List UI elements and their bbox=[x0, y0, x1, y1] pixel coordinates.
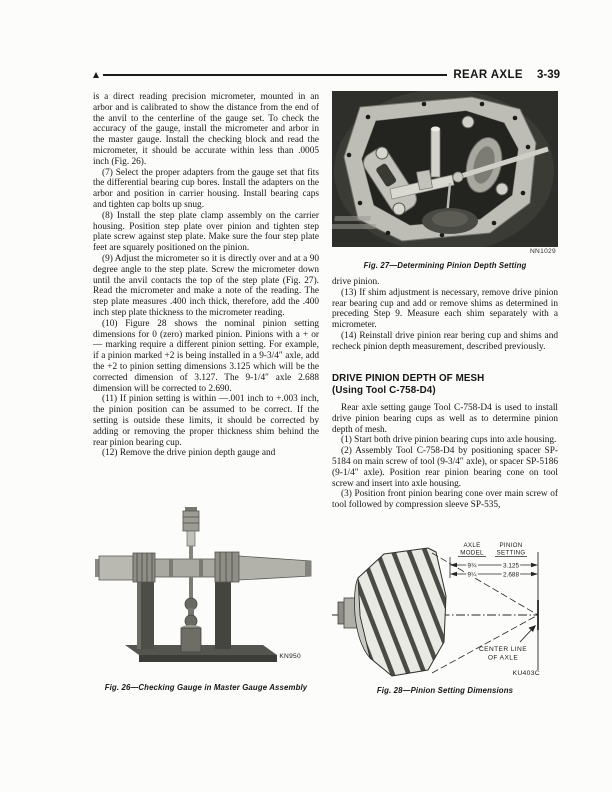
pinion-gear-drawing bbox=[332, 538, 481, 686]
table-row bbox=[450, 562, 538, 569]
centerline-label-line1: CENTER LINE bbox=[479, 646, 527, 653]
table-row bbox=[450, 571, 538, 578]
header-page-number: 3-39 bbox=[536, 69, 560, 81]
paragraph: (8) Install the step plate clamp assembly on the carrier housing. Position step plate over pinion and tighten step plate screw against step plate. Make sure the four step plate feet are squarely positioned on the pinion. bbox=[93, 210, 319, 254]
paragraph: (2) Assembly Tool C-758-D4 by positioning spacer SP-5184 on main screw of tool (9-3/4″ axle), or spacer SP-5186 (9-1/4″ axle). Position rear pinion bearing cone on tool screw and insert into axle housing. bbox=[332, 446, 558, 489]
projection-lines bbox=[432, 553, 538, 673]
paragraph: (9) Adjust the micrometer so it is directly over and at a 90 degree angle to the step plate. Screw the micrometer down until the anvil contacts the top of the step plate (Fig. 27). Read the micrometer and make a note of the reading. The step plate measures .400 inch thick, therefore, add the .400 inch step plate thickness to the micrometer reading. bbox=[93, 253, 319, 318]
ring-gear-hint bbox=[422, 208, 478, 234]
paragraph: Rear axle setting gauge Tool C-758-D4 is used to install drive pinion bearing cups as well as to determine pinion depth of mesh. bbox=[332, 403, 558, 435]
paragraph: (12) Remove the drive pinion depth gauge and bbox=[102, 448, 276, 459]
paragraph: (11) If pinion setting is within —.001 inch to +.003 inch, the pinion position can be assumed to be correct. If the setting is outside these limits, it should be corrected by adding or removing the proper thickness shim behind the rear pinion bearing cup. bbox=[93, 394, 319, 448]
paragraph: (1) Start both drive pinion bearing cups into axle housing. bbox=[341, 435, 557, 446]
page-content bbox=[93, 0, 560, 792]
table-header-model: MODEL bbox=[460, 549, 484, 557]
figure26-code: KN950 bbox=[279, 653, 301, 660]
header-rule bbox=[103, 74, 447, 76]
right-column-upper bbox=[332, 277, 558, 353]
header-title: REAR AXLE bbox=[453, 69, 523, 81]
paragraph: (13) If shim adjustment is necessary, remove drive pinion rear bearing cup and add or remove shims as determined in preceding Step 9. Measure each shim separately with a micrometer. bbox=[332, 287, 558, 331]
table-header-axle: AXLE bbox=[463, 542, 481, 549]
figure27-code: NN1029 bbox=[530, 248, 556, 255]
centerline-label-line2: OF AXLE bbox=[487, 654, 519, 662]
setting-table bbox=[450, 542, 538, 578]
page-header bbox=[93, 69, 560, 81]
paragraph: is a direct reading precision micrometer, mounted in an arbor and is calibrated to show the distance from the end of the anvil to the centerline of the gauge set. To check the accuracy of the gauge, install the micrometer and arbor in the master gauge. Install the checking block and read the micrometer, it should be accurate within less than .0005 inch (Fig. 26). bbox=[93, 92, 319, 167]
figure26-caption: Fig. 26—Checking Gauge in Master Gauge Assembly bbox=[104, 683, 308, 692]
paragraph: drive pinion. bbox=[332, 277, 380, 287]
table-header-pinion: PINION bbox=[499, 542, 523, 549]
arbor-bar bbox=[95, 552, 311, 582]
section-heading bbox=[332, 373, 558, 396]
micrometer bbox=[183, 507, 199, 559]
centerline-callout bbox=[479, 625, 536, 662]
paragraph: (3) Position front pinion bearing cone over main screw of tool followed by compression sleeve SP-535, bbox=[332, 489, 558, 511]
row-axle-model: 9¼ bbox=[467, 571, 477, 579]
row-pinion-setting: 3.125 bbox=[503, 562, 519, 570]
section-heading-line2: (Using Tool C-758-D4) bbox=[332, 384, 436, 396]
paragraph: (10) Figure 28 shows the nominal pinion setting dimensions for 0 (zero) marked pinion. Pinions with a + or — marking require a different pinion setting. For example, if a pinion marked +2 is being installed in a 9-3/4″ axle, add the +2 to pinion setting dimensions 3.125 which will be the corrected dimension of 3.127. The 9-1/4″ axle 2.688 dimension will be corrected to 2.690. bbox=[93, 318, 319, 394]
figure28-code: KU403C bbox=[512, 670, 540, 677]
figure26-photo bbox=[95, 507, 317, 662]
figure27-photo bbox=[332, 91, 558, 247]
figure28-diagram bbox=[332, 538, 558, 686]
checking-block bbox=[181, 577, 201, 652]
row-axle-model: 9¾ bbox=[467, 562, 477, 570]
section-heading-line1: DRIVE PINION DEPTH OF MESH bbox=[332, 373, 485, 384]
row-pinion-setting: 2.688 bbox=[503, 571, 519, 579]
right-column-lower bbox=[332, 403, 558, 511]
header-marker-icon bbox=[93, 72, 99, 78]
paragraph: (14) Reinstall drive pinion rear bering cup and shims and recheck pinion depth measurement, described previously. bbox=[332, 330, 558, 352]
table-header-setting: SETTING bbox=[496, 549, 526, 557]
paragraph: (7) Select the proper adapters from the gauge set that fits the differential bearing cup bores. Install the adapters on the arbor and position in carrier housing. Install bearing caps and tighten cap bolts up snug. bbox=[93, 167, 319, 210]
figure27-caption: Fig. 27—Determining Pinion Depth Setting bbox=[363, 261, 527, 270]
left-column bbox=[93, 92, 319, 459]
figure28-caption: Fig. 28—Pinion Setting Dimensions bbox=[376, 686, 514, 695]
